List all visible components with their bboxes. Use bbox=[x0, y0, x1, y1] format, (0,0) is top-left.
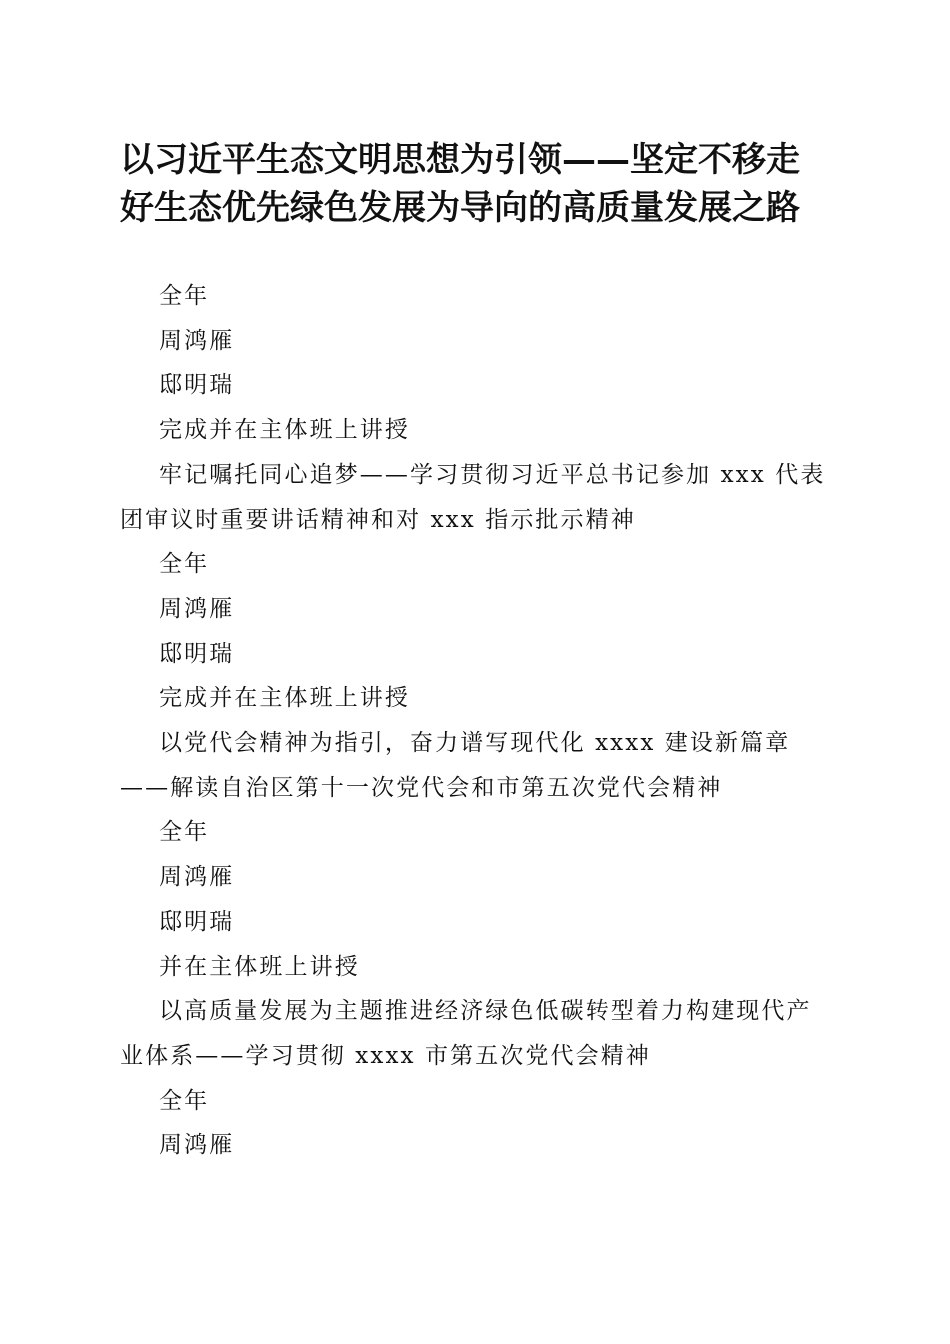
paragraph-8: 邸明瑞 bbox=[159, 640, 235, 667]
paragraph-16: 全年 bbox=[159, 1087, 210, 1114]
paragraph-2: 周鸿雁 bbox=[159, 327, 235, 354]
paragraph-6: 全年 bbox=[159, 551, 210, 578]
title-line-2: 好生态优先绿色发展为导向的高质量发展之路 bbox=[120, 188, 800, 228]
paragraph-4: 完成并在主体班上讲授 bbox=[159, 417, 410, 444]
document-body bbox=[120, 274, 830, 1168]
paragraph-7: 周鸿雁 bbox=[159, 595, 235, 622]
paragraph-1: 全年 bbox=[159, 283, 210, 309]
paragraph-13: 邸明瑞 bbox=[159, 908, 235, 935]
paragraph-10: 以党代会精神为指引，奋力谱写现代化 xxxx 建设新篇章——解读自治区第十一次党代会和市第五次党代会精神 bbox=[120, 730, 791, 801]
paragraph-15: 以高质量发展为主题推进经济绿色低碳转型着力构建现代产业体系——学习贯彻 xxxx 市第五次党代会精神 bbox=[120, 998, 812, 1069]
paragraph-11: 全年 bbox=[159, 819, 210, 846]
paragraph-12: 周鸿雁 bbox=[159, 864, 235, 891]
paragraph-3: 邸明瑞 bbox=[159, 372, 235, 399]
document-title bbox=[120, 136, 840, 232]
paragraph-14: 并在主体班上讲授 bbox=[159, 953, 360, 980]
paragraph-17: 周鸿雁 bbox=[159, 1132, 235, 1159]
paragraph-9: 完成并在主体班上讲授 bbox=[159, 685, 410, 712]
paragraph-5: 牢记嘱托同心追梦——学习贯彻习近平总书记参加 xxx 代表团审议时重要讲话精神和对 xxx 指示批示精神 bbox=[120, 461, 826, 533]
title-line-1: 以习近平生态文明思想为引领——坚定不移走 bbox=[120, 140, 800, 180]
